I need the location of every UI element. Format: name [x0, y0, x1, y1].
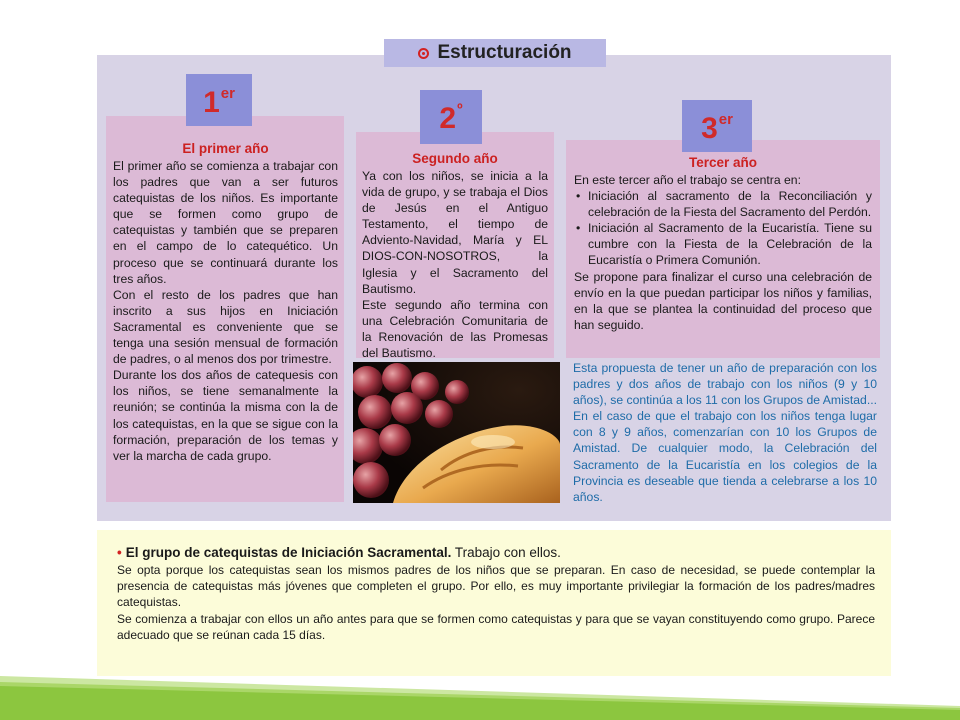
third-year-bullet-list — [574, 188, 872, 268]
bread-and-grapes-icon — [353, 362, 560, 503]
second-year-paragraph: Este segundo año termina con una Celebración Comunitaria de la Renovación de las Promesas del Bautismo. — [362, 297, 548, 361]
list-item: • Iniciación al sacramento de la Reconciliación y celebración de la Fiesta del Sacramento del Perdón. — [574, 188, 872, 220]
third-year-card — [566, 140, 880, 358]
badge-suffix: er — [718, 111, 733, 128]
first-year-heading: El primer año — [182, 141, 269, 156]
first-year-card — [106, 116, 344, 502]
section-title-box — [384, 39, 606, 67]
green-wave-band — [0, 676, 960, 720]
second-year-paragraph: Ya con los niños, se inicia a la vida de grupo, y se trabaja el Dios de Jesús en el Antiguo Testamento, el tiempo de Adviento-Navidad, María y EL DIOS-CON-NOSOTROS, la Iglesia y el Sacramento del Bautismo. — [362, 169, 548, 296]
badge-number: 2 — [439, 102, 457, 135]
catechists-heading — [117, 544, 875, 562]
third-year-closing: Se propone para finalizar el curso una celebración de envío en la que puedan participar los niños y familias, en la que se plantea la continuidad del proceso que han seguido. — [574, 269, 872, 332]
second-year-heading: Segundo año — [412, 151, 498, 166]
age-note: Esta propuesta de tener un año de preparación con los padres y dos años de trabajo con los niños (9 y 10 años), se continúa a los 11 con los Grupos de Amistad... En el caso de que el trabajo con los niños tenga lugar con 8 y 9 años, comenzarían con 10 los Grupos de Amistad. De cualquier modo, la Celebración del Sacramento de la Eucaristía en los colegios de la Provincia es deseable que tienda a celebrarse a los 10 años. — [573, 361, 877, 504]
catechists-heading-bold: El grupo de catequistas de Iniciación Sacramental. — [125, 545, 452, 560]
list-item: • Iniciación al Sacramento de la Eucaristía. Tiene su cumbre con la Fiesta de la Celebración de la Eucaristía o Primera Comunión. — [574, 220, 872, 268]
first-year-paragraph: El primer año se comienza a trabajar con los padres que van a ser futuros catequistas de los niños. Es importante que se formen como grupo de catequistas y también que se preparen en el campo de lo catequético. Un proceso que se continuará durante los tres años. — [113, 159, 338, 286]
red-bullet-icon: • — [117, 545, 122, 560]
third-year-heading: Tercer año — [688, 155, 758, 170]
badge-number: 3 — [701, 112, 718, 145]
first-year-badge — [186, 74, 252, 126]
badge-suffix: er — [220, 85, 235, 102]
catechists-heading-rest: Trabajo con ellos. — [451, 545, 561, 560]
catechists-group-box — [97, 530, 891, 676]
section-title: Estructuración — [437, 42, 572, 63]
third-year-intro: En este tercer año el trabajo se centra en: — [574, 173, 801, 187]
second-year-card — [356, 132, 554, 361]
third-year-badge — [682, 100, 752, 152]
second-year-badge — [420, 90, 482, 144]
first-year-paragraph: Durante los dos años de catequesis con los niños, se tiene semanalmente la reunión; se continúa la misma con la de los catequistas, en la que se sigue con la formación, preparación de los temas y ver la marcha de cada grupo. — [113, 368, 338, 463]
catechists-paragraph: Se opta porque los catequistas sean los mismos padres de los niños que se preparan. En caso de necesidad, se puede contemplar la presencia de catequistas más jóvenes que completen el grupo. Por ello, es muy importante privilegiar la formación de los padres/madres catequistas. — [117, 563, 875, 610]
catechists-paragraph: Se comienza a trabajar con ellos un año antes para que se formen como catequistas y para que se vayan constituyendo como grupo. Parece adecuado que se reúnan cada 15 días. — [117, 611, 875, 642]
red-circle-bullet-icon — [418, 48, 429, 59]
badge-number: 1 — [203, 86, 220, 119]
bread-and-grapes-photo — [353, 362, 560, 503]
badge-suffix: º — [457, 101, 463, 118]
first-year-paragraph: Con el resto de los padres que han inscrito a sus hijos en Iniciación Sacramental es conveniente que se tenga una sesión mensual de formación de padres, o al menos dos por trimestre. — [113, 287, 338, 367]
